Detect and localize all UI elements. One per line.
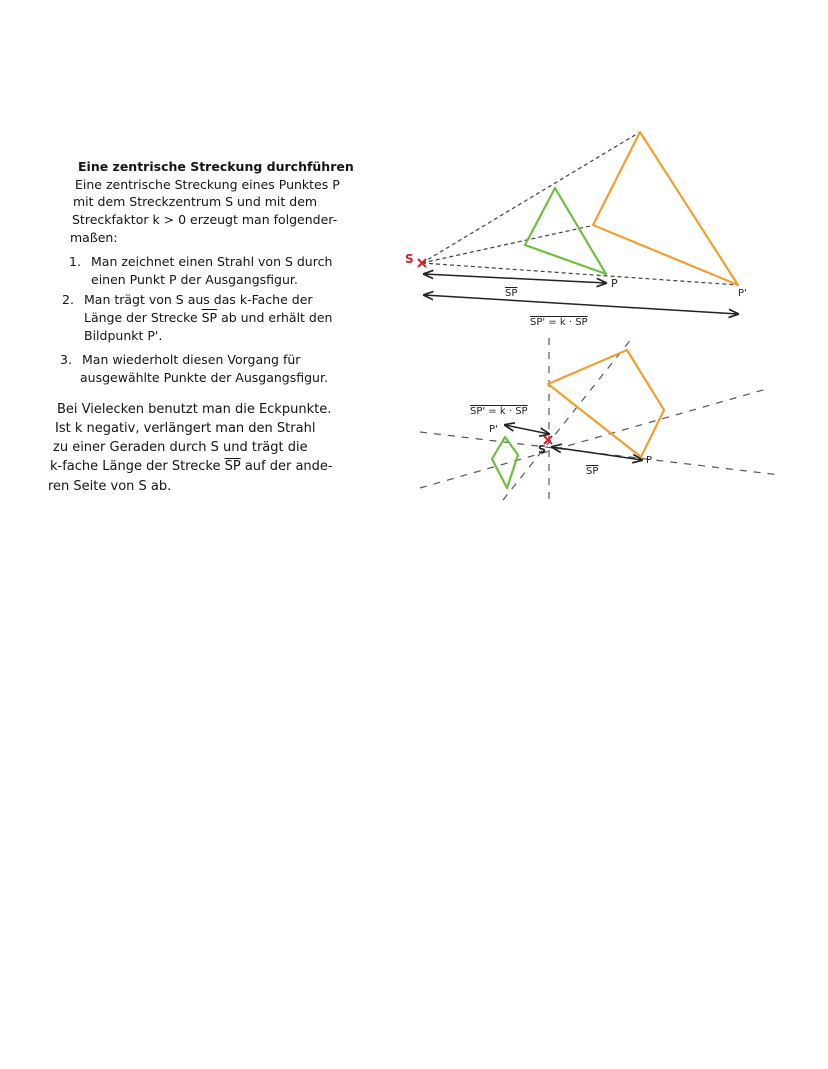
formula-sp-prime: SP' = k · SP xyxy=(470,406,528,417)
diagram-negative-k xyxy=(410,330,785,510)
image-quadrilateral xyxy=(548,350,664,457)
step-2-line-3: Bildpunkt P'. xyxy=(84,328,163,343)
arrow-sp-prime xyxy=(505,425,549,434)
segment-sp: $\overline{SP}$ xyxy=(201,310,218,325)
arrow-sp xyxy=(424,274,606,283)
intro-line-3: Streckfaktor k > 0 erzeugt man folgender- xyxy=(72,212,338,227)
line-steep xyxy=(503,338,632,500)
label-sp: SP xyxy=(586,466,599,477)
page-heading: Eine zentrische Streckung durchführen xyxy=(78,159,354,174)
label-sp: SP xyxy=(505,288,518,299)
step-2 xyxy=(62,291,313,308)
para-line-4-pre: k-fache Länge der Strecke xyxy=(50,459,225,474)
formula-sp-prime: SP' = k · SP xyxy=(530,317,588,328)
step-3-line-2: ausgewählte Punkte der Ausgangsfigur. xyxy=(80,370,328,385)
step-2-line-1: Man trägt von S aus das k-Fache der xyxy=(84,292,313,307)
step-3-number: 3. xyxy=(60,352,72,367)
original-quadrilateral xyxy=(492,437,518,488)
intro-line-2: mit dem Streckzentrum S und mit dem xyxy=(73,194,318,209)
arrow-sp-prime xyxy=(424,295,738,314)
label-p: P xyxy=(646,455,653,466)
image-triangle xyxy=(593,132,738,285)
step-1-line-1: Man zeichnet einen Strahl von S durch xyxy=(91,254,333,269)
intro-line-4: maßen: xyxy=(70,230,118,245)
step-2-line-2 xyxy=(84,309,332,326)
step-3 xyxy=(60,351,300,368)
arrow-sp xyxy=(552,447,642,460)
para-line-3: zu einer Geraden durch S und trägt die xyxy=(53,440,308,455)
label-p-prime: P' xyxy=(738,288,747,299)
step-2-line-2-post: ab und erhält den xyxy=(217,310,333,325)
intro-line-1: Eine zentrische Streckung eines Punktes P xyxy=(75,177,340,192)
rays xyxy=(422,132,738,285)
step-3-line-1: Man wiederholt diesen Vorgang für xyxy=(82,352,301,367)
para-line-4 xyxy=(50,458,333,475)
step-1-number: 1. xyxy=(69,254,81,269)
step-1-line-2: einen Punkt P der Ausgangsfigur. xyxy=(91,272,298,287)
para-line-2: Ist k negativ, verlängert man den Strahl xyxy=(55,421,316,436)
segment-sp: $\overline{SP}$ xyxy=(224,459,241,474)
para-line-1: Bei Vielecken benutzt man die Eckpunkte. xyxy=(57,402,332,417)
label-s: S xyxy=(405,252,414,266)
step-1 xyxy=(69,253,332,270)
step-2-line-2-pre: Länge der Strecke xyxy=(84,310,202,325)
label-p-prime: P' xyxy=(489,424,498,435)
diagram-positive-k xyxy=(395,120,785,335)
label-s: S xyxy=(538,443,546,456)
ray-to-left-vertex xyxy=(422,225,595,263)
label-p: P xyxy=(611,277,618,290)
step-2-number: 2. xyxy=(62,292,74,307)
para-line-5: ren Seite von S ab. xyxy=(48,479,172,494)
para-line-4-post: auf der ande- xyxy=(240,459,333,474)
